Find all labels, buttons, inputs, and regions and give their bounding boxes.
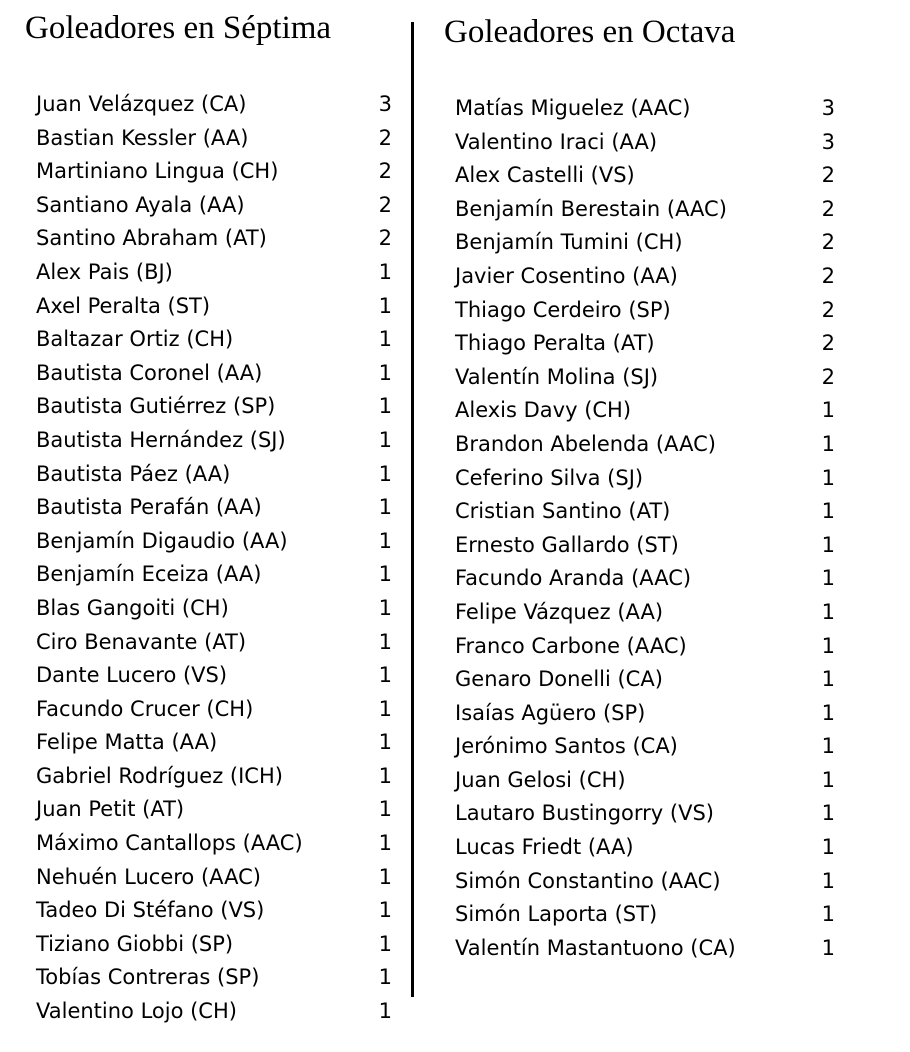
scorer-row: [36, 189, 392, 223]
scorer-name: Franco Carbone (AAC): [455, 633, 687, 658]
scorer-row: [455, 630, 835, 664]
scorer-goals: 2: [821, 297, 835, 322]
scorer-goals: 1: [378, 528, 392, 553]
scorer-row: [455, 495, 835, 529]
scorer-goals: 3: [821, 96, 835, 120]
scorer-name: Lucas Friedt (AA): [455, 835, 634, 860]
scorer-name: Tiziano Giobbi (SP): [36, 931, 234, 956]
scorer-row: [455, 529, 835, 563]
scorer-goals: 1: [821, 532, 835, 557]
scorer-row: [36, 961, 392, 995]
scorer-row: [455, 327, 835, 361]
scorer-goals: 1: [378, 831, 392, 856]
scorer-row: [36, 424, 392, 458]
scorer-row: [455, 294, 835, 328]
scorer-goals: 1: [378, 931, 392, 956]
scorer-goals: 2: [821, 196, 835, 221]
scorer-goals: 1: [821, 767, 835, 792]
scorer-row: [455, 932, 835, 966]
scorer-row: [36, 592, 392, 626]
scorer-row: [36, 290, 392, 324]
scorer-goals: 1: [821, 734, 835, 759]
scorer-row: [36, 726, 392, 760]
scorer-name: Bastian Kessler (AA): [36, 125, 249, 150]
scorer-goals: 1: [378, 999, 392, 1024]
scorer-row: [36, 760, 392, 794]
scorer-name: Facundo Aranda (AAC): [455, 566, 692, 591]
scorer-name: Valentín Molina (SJ): [455, 364, 659, 389]
scorer-goals: 2: [378, 159, 392, 184]
scorer-name: Juan Petit (AT): [36, 797, 185, 822]
scorer-row: [36, 256, 392, 290]
scorer-row: [36, 894, 392, 928]
scorer-goals: 1: [821, 633, 835, 658]
scorer-row: [455, 865, 835, 899]
scorer-name: Valentín Mastantuono (CA): [455, 935, 736, 960]
scorer-name: Ciro Benavante (AT): [36, 629, 247, 654]
scorer-goals: 2: [821, 364, 835, 389]
scorer-goals: 1: [378, 696, 392, 721]
scorer-row: [455, 226, 835, 260]
scorer-row: [36, 222, 392, 256]
scorer-row: [36, 122, 392, 156]
scorer-row: [36, 793, 392, 827]
scorer-name: Axel Peralta (ST): [36, 293, 211, 318]
scorer-name: Ceferino Silva (SJ): [455, 465, 644, 490]
scorer-goals: 1: [821, 566, 835, 591]
octava-title: Goleadores en Octava: [444, 14, 736, 50]
scorer-goals: 1: [378, 730, 392, 755]
scorer-name: Javier Cosentino (AA): [455, 263, 678, 288]
scorer-name: Cristian Santino (AT): [455, 499, 671, 524]
scorer-name: Tadeo Di Stéfano (VS): [36, 898, 265, 923]
scorer-name: Benjamín Berestain (AAC): [455, 196, 727, 221]
scorer-row: [36, 458, 392, 492]
scorer-name: Bautista Coronel (AA): [36, 360, 263, 385]
scorer-name: Bautista Gutiérrez (SP): [36, 394, 276, 419]
scorer-row: [455, 428, 835, 462]
scorer-goals: 2: [378, 226, 392, 251]
scorer-name: Thiago Peralta (AT): [455, 331, 655, 356]
scorer-goals: 2: [821, 163, 835, 188]
scorer-row: [36, 357, 392, 391]
scorer-row: [36, 861, 392, 895]
scorer-goals: 1: [821, 935, 835, 960]
scorer-row: [36, 928, 392, 962]
scorer-goals: 2: [821, 230, 835, 255]
scorer-name: Felipe Matta (AA): [36, 730, 218, 755]
scorer-name: Matías Miguelez (AAC): [455, 96, 691, 120]
column-divider: [411, 22, 414, 997]
scorer-name: Juan Gelosi (CH): [455, 767, 626, 792]
scorer-goals: 3: [821, 129, 835, 154]
scorer-row: [36, 390, 392, 424]
scorer-goals: 1: [378, 259, 392, 284]
scorer-row: [455, 764, 835, 798]
scorer-name: Tobías Contreras (SP): [36, 965, 260, 990]
scorer-goals: 1: [821, 599, 835, 624]
scorer-goals: 2: [378, 192, 392, 217]
scorer-goals: 1: [821, 902, 835, 927]
scorer-name: Baltazar Ortiz (CH): [36, 327, 234, 352]
scorer-row: [455, 92, 835, 126]
scorer-goals: 2: [821, 263, 835, 288]
scorer-name: Santino Abraham (AT): [36, 226, 267, 251]
scorer-row: [36, 626, 392, 660]
scorer-name: Simón Constantino (AAC): [455, 868, 721, 893]
scorer-row: [455, 596, 835, 630]
scorer-name: Nehuén Lucero (AAC): [36, 864, 261, 889]
scorer-goals: 1: [378, 797, 392, 822]
scorer-row: [455, 831, 835, 865]
scorer-goals: 1: [821, 431, 835, 456]
scorer-goals: 1: [821, 801, 835, 826]
scorer-goals: 1: [821, 868, 835, 893]
scorer-goals: 1: [821, 667, 835, 692]
scorer-goals: 1: [378, 427, 392, 452]
scorer-name: Valentino Lojo (CH): [36, 999, 237, 1024]
scorer-goals: 1: [821, 700, 835, 725]
scorer-row: [455, 126, 835, 160]
scorer-row: [36, 88, 392, 122]
scorer-row: [36, 323, 392, 357]
scorer-name: Brandon Abelenda (AAC): [455, 431, 716, 456]
scorer-goals: 2: [821, 331, 835, 356]
scorer-name: Bautista Perafán (AA): [36, 495, 262, 520]
scorer-row: [455, 394, 835, 428]
scorer-row: [455, 797, 835, 831]
scorer-row: [36, 659, 392, 693]
scorer-name: Jerónimo Santos (CA): [455, 734, 678, 759]
scorer-row: [36, 155, 392, 189]
scorer-row: [455, 562, 835, 596]
scorer-row: [455, 462, 835, 496]
scorer-row: [455, 730, 835, 764]
scorer-goals: 1: [378, 562, 392, 587]
scorer-goals: 1: [821, 835, 835, 860]
scorer-goals: 1: [378, 864, 392, 889]
scorer-name: Benjamín Digaudio (AA): [36, 528, 288, 553]
scorer-goals: 1: [378, 663, 392, 688]
scorer-goals: 1: [378, 763, 392, 788]
scorer-name: Santiano Ayala (AA): [36, 192, 245, 217]
scorer-goals: 1: [378, 461, 392, 486]
scorer-row: [455, 260, 835, 294]
scorer-row: [455, 361, 835, 395]
scorer-row: [455, 663, 835, 697]
scorer-row: [36, 693, 392, 727]
scorer-goals: 2: [378, 125, 392, 150]
scorer-goals: 1: [821, 465, 835, 490]
septima-title: Goleadores en Séptima: [25, 10, 332, 46]
scorer-name: Máximo Cantallops (AAC): [36, 831, 303, 856]
scorer-name: Benjamín Tumini (CH): [455, 230, 683, 255]
scorer-row: [36, 491, 392, 525]
scorer-goals: 1: [378, 898, 392, 923]
scorer-row: [455, 159, 835, 193]
scorer-name: Alex Castelli (VS): [455, 163, 635, 188]
scorer-name: Felipe Vázquez (AA): [455, 599, 664, 624]
scorer-row: [36, 558, 392, 592]
scorer-goals: 1: [821, 499, 835, 524]
scorer-name: Bautista Hernández (SJ): [36, 427, 286, 452]
scorer-row: [455, 898, 835, 932]
scorer-name: Isaías Agüero (SP): [455, 700, 646, 725]
scorer-goals: 1: [378, 965, 392, 990]
scorer-row: [36, 525, 392, 559]
scorer-goals: 1: [378, 327, 392, 352]
scorer-row: [455, 193, 835, 227]
scorer-goals: 1: [378, 495, 392, 520]
scorer-row: [455, 697, 835, 731]
scorer-row: [36, 995, 392, 1029]
scorer-name: Ernesto Gallardo (ST): [455, 532, 679, 557]
scorer-name: Dante Lucero (VS): [36, 663, 228, 688]
scorer-row: [36, 827, 392, 861]
scorer-name: Alexis Davy (CH): [455, 398, 632, 423]
scorer-name: Simón Laporta (ST): [455, 902, 658, 927]
scorer-name: Juan Velázquez (CA): [36, 92, 247, 116]
scorer-goals: 1: [378, 394, 392, 419]
scorer-name: Facundo Crucer (CH): [36, 696, 254, 721]
scorer-goals: 1: [378, 360, 392, 385]
scorer-name: Alex Pais (BJ): [36, 259, 173, 284]
scorer-name: Valentino Iraci (AA): [455, 129, 658, 154]
scorer-goals: 3: [378, 92, 392, 116]
scorer-goals: 1: [378, 293, 392, 318]
scorer-name: Bautista Páez (AA): [36, 461, 231, 486]
scorer-name: Gabriel Rodríguez (ICH): [36, 763, 283, 788]
scorer-name: Benjamín Eceiza (AA): [36, 562, 262, 587]
scorer-goals: 1: [378, 595, 392, 620]
octava-scorer-list: [455, 92, 835, 965]
septima-scorer-list: [36, 88, 392, 1029]
scorer-goals: 1: [378, 629, 392, 654]
scorer-name: Lautaro Bustingorry (VS): [455, 801, 714, 826]
scorer-name: Thiago Cerdeiro (SP): [455, 297, 671, 322]
scorer-goals: 1: [821, 398, 835, 423]
scorer-name: Blas Gangoiti (CH): [36, 595, 229, 620]
scorer-name: Genaro Donelli (CA): [455, 667, 663, 692]
scorer-name: Martiniano Lingua (CH): [36, 159, 279, 184]
